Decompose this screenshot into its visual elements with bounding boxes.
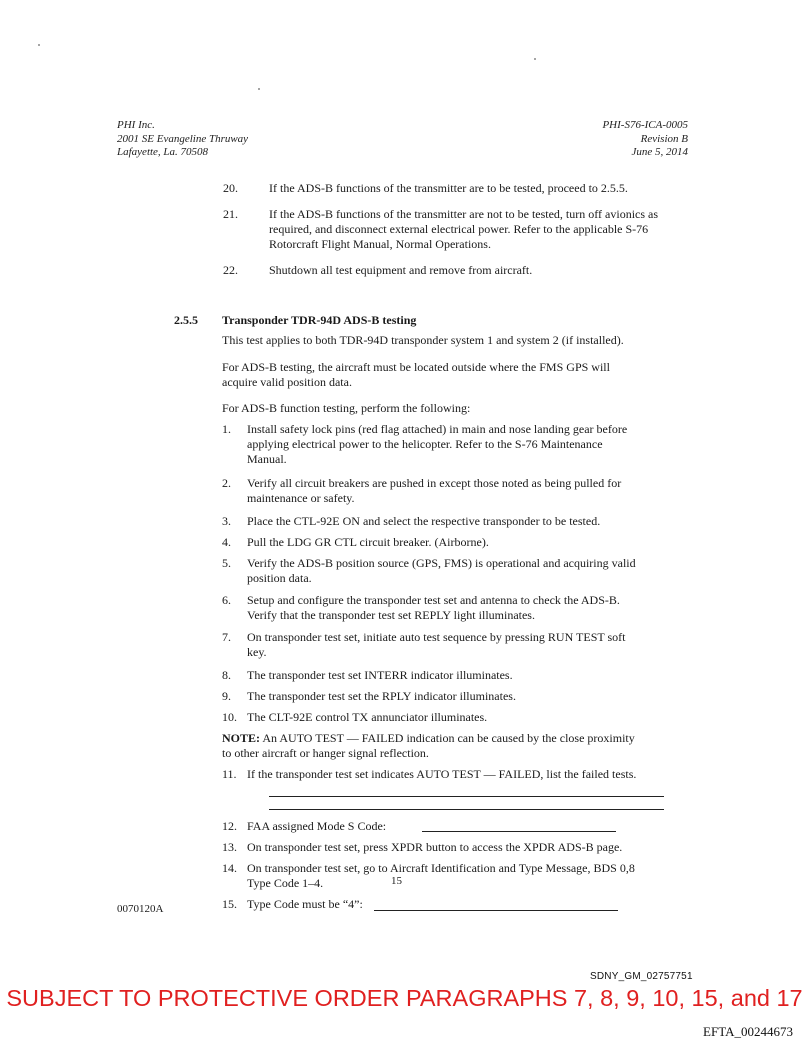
section-number: 2.5.5 bbox=[174, 313, 198, 327]
bates-number: SDNY_GM_02757751 bbox=[590, 971, 693, 982]
step-text-line: Verify all circuit breakers are pushed in except those noted as being pulled for bbox=[247, 476, 622, 490]
step-text-line: Type Code 1–4. bbox=[247, 876, 324, 890]
step-number: 7. bbox=[222, 630, 231, 644]
step-number: 5. bbox=[222, 556, 231, 570]
note-label: NOTE: bbox=[222, 731, 261, 745]
step-text-line: The transponder test set INTERR indicator illuminates. bbox=[247, 668, 513, 682]
step-4 bbox=[222, 535, 692, 551]
protective-order-stamp: SUBJECT TO PROTECTIVE ORDER PARAGRAPHS 7, 8, 9, 10, 15, and 17 bbox=[6, 985, 803, 1011]
step-13 bbox=[222, 840, 692, 856]
step-text-line: maintenance or safety. bbox=[247, 491, 355, 505]
step-text-line: FAA assigned Mode S Code: bbox=[247, 819, 387, 833]
step-12 bbox=[222, 819, 692, 835]
step-1 bbox=[222, 422, 692, 468]
step-number: 2. bbox=[222, 476, 231, 490]
step-text-line: Verify that the transponder test set REPLY light illuminates. bbox=[247, 608, 535, 622]
step-22 bbox=[223, 263, 723, 279]
intro-paragraph-2 bbox=[222, 360, 610, 390]
failed-tests-line-1[interactable] bbox=[269, 796, 664, 797]
step-text-line: Type Code must be “4”: bbox=[247, 897, 363, 911]
scan-speck bbox=[534, 58, 536, 60]
type-code-line[interactable] bbox=[374, 910, 618, 911]
header-address bbox=[117, 119, 248, 160]
step-text-line: The transponder test set the RPLY indicator illuminates. bbox=[247, 689, 516, 703]
step-text: If the ADS-B functions of the transmitter are to be tested, proceed to 2.5.5. bbox=[269, 181, 628, 195]
step-text-line: required, and disconnect external electrical power. Refer to the applicable S-76 bbox=[269, 222, 649, 236]
page-number: 15 bbox=[391, 875, 402, 887]
city-state-zip: Lafayette, La. 70508 bbox=[117, 146, 209, 158]
step-14 bbox=[222, 861, 692, 892]
doc-id: PHI-S76-ICA-0005 bbox=[602, 119, 688, 131]
step-text-line: Rotorcraft Flight Manual, Normal Operations. bbox=[269, 237, 491, 251]
step-text-line: key. bbox=[247, 645, 267, 659]
step-11 bbox=[222, 767, 692, 783]
document-number: 0070120A bbox=[117, 903, 164, 915]
step-text-line: applying electrical power to the helicopter. Refer to the S-76 Maintenance bbox=[247, 437, 603, 451]
step-number: 13. bbox=[222, 840, 237, 854]
step-text-line: position data. bbox=[247, 571, 312, 585]
step-text-line: On transponder test set, initiate auto test sequence by pressing RUN TEST soft bbox=[247, 630, 626, 644]
step-text-line: Install safety lock pins (red flag attached) in main and nose landing gear before bbox=[247, 422, 628, 436]
intro-paragraph-3: For ADS-B function testing, perform the following: bbox=[222, 401, 471, 415]
street-address: 2001 SE Evangeline Thruway bbox=[117, 132, 249, 145]
step-text-line: The CLT-92E control TX annunciator illuminates. bbox=[247, 710, 488, 724]
step-text-line: On transponder test set, press XPDR button to access the XPDR ADS-B page. bbox=[247, 840, 623, 854]
section-title: Transponder TDR-94D ADS-B testing bbox=[222, 313, 417, 327]
note-text-line-2: to other aircraft or hanger signal reflection. bbox=[222, 746, 429, 760]
step-number: 15. bbox=[222, 897, 237, 911]
step-20 bbox=[223, 181, 723, 197]
step-8 bbox=[222, 668, 692, 684]
step-number: 22. bbox=[223, 263, 238, 277]
step-text-line: Pull the LDG GR CTL circuit breaker. (Airborne). bbox=[247, 535, 489, 549]
step-number: 21. bbox=[223, 207, 238, 221]
step-text-line: If the ADS-B functions of the transmitter are not to be tested, turn off avionics as bbox=[269, 207, 659, 221]
step-3 bbox=[222, 514, 692, 530]
step-number: 11. bbox=[222, 767, 237, 781]
step-number: 3. bbox=[222, 514, 231, 528]
efta-number: EFTA_00244673 bbox=[703, 1024, 793, 1039]
step-text-line: Place the CTL-92E ON and select the respective transponder to be tested. bbox=[247, 514, 601, 528]
step-9 bbox=[222, 689, 692, 705]
step-number: 6. bbox=[222, 593, 231, 607]
step-text-line: If the transponder test set indicates AUTO TEST — FAILED, list the failed tests. bbox=[247, 767, 637, 781]
failed-tests-line-2[interactable] bbox=[269, 809, 664, 810]
step-number: 12. bbox=[222, 819, 237, 833]
doc-date: June 5, 2014 bbox=[631, 146, 688, 158]
step-text: Shutdown all test equipment and remove from aircraft. bbox=[269, 263, 533, 277]
step-text-line: Setup and configure the transponder test set and antenna to check the ADS-B. bbox=[247, 593, 620, 607]
company-name: PHI Inc. bbox=[117, 119, 155, 131]
step-number: 20. bbox=[223, 181, 238, 195]
step-2 bbox=[222, 476, 692, 507]
scan-speck bbox=[38, 44, 40, 46]
intro-paragraph-1: This test applies to both TDR-94D transponder system 1 and system 2 (if installed). bbox=[222, 333, 624, 347]
step-text-line: Verify the ADS-B position source (GPS, FMS) is operational and acquiring valid bbox=[247, 556, 636, 570]
step-number: 14. bbox=[222, 861, 237, 875]
scan-speck bbox=[258, 88, 260, 90]
revision: Revision B bbox=[640, 132, 688, 145]
step-number: 9. bbox=[222, 689, 231, 703]
intro-line: For ADS-B testing, the aircraft must be located outside where the FMS GPS will bbox=[222, 360, 610, 374]
step-5 bbox=[222, 556, 692, 587]
step-number: 1. bbox=[222, 422, 231, 436]
step-10 bbox=[222, 710, 692, 726]
header-doc-info bbox=[480, 119, 688, 160]
intro-line: acquire valid position data. bbox=[222, 375, 352, 389]
step-number: 8. bbox=[222, 668, 231, 682]
step-7 bbox=[222, 630, 692, 661]
step-number: 10. bbox=[222, 710, 237, 724]
step-6 bbox=[222, 593, 692, 624]
mode-s-code-line[interactable] bbox=[422, 831, 616, 832]
note-text: An AUTO TEST — FAILED indication can be caused by the close proximity bbox=[260, 731, 635, 745]
note bbox=[222, 731, 635, 761]
step-number: 4. bbox=[222, 535, 231, 549]
step-text-line: Manual. bbox=[247, 452, 287, 466]
step-text-line: On transponder test set, go to Aircraft Identification and Type Message, BDS 0,8 bbox=[247, 861, 635, 875]
step-21 bbox=[223, 207, 723, 253]
